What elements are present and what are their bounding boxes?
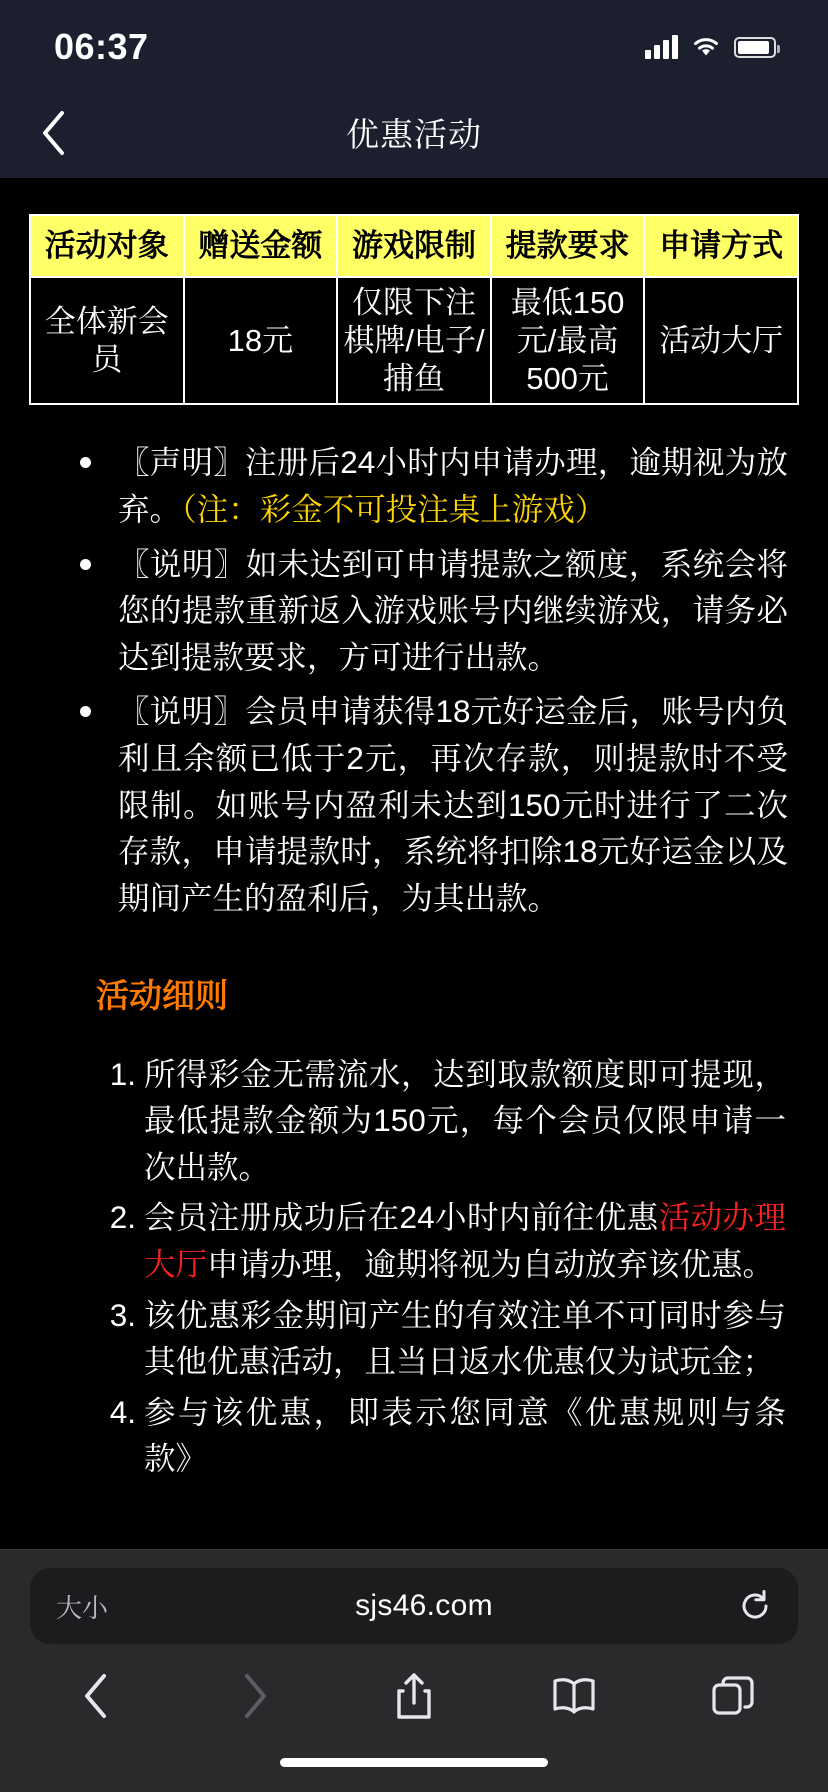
rule-text: 该优惠彩金期间产生的有效注单不可同时参与其他优惠活动，且当日返水优惠仅为试玩金；: [144, 1296, 786, 1380]
cellular-signal-icon: [645, 35, 678, 59]
browser-bottom-bar: [0, 1549, 828, 1792]
wifi-icon: [691, 36, 721, 58]
list-item: [96, 1194, 786, 1287]
notes-list: [66, 439, 788, 921]
table-cell-withdraw: 最低150元/最高500元: [491, 277, 645, 404]
rule-text: 所得彩金无需流水，达到取款额度即可提现，最低提款金额为150元，每个会员仅限申请一次出款。: [144, 1055, 786, 1185]
table-cell-target: 全体新会员: [30, 277, 184, 404]
text-size-button[interactable]: 大小: [56, 1592, 109, 1623]
home-indicator: [0, 1748, 828, 1792]
page-title: 优惠活动: [346, 116, 482, 153]
table-cell-game-limit: 仅限下注棋牌/电子/捕鱼: [337, 277, 491, 404]
page-navbar: [0, 88, 828, 178]
browser-back-button[interactable]: [54, 1655, 136, 1737]
list-item: [66, 541, 788, 681]
table-header-cell: 提款要求: [491, 215, 645, 277]
table-cell-bonus: 18元: [184, 277, 338, 404]
promotion-table: [29, 214, 799, 405]
note-text: 〖声明〗注册后24小时内申请办理，逾期视为放弃。: [118, 444, 788, 528]
table-row: [30, 277, 798, 404]
share-icon[interactable]: [373, 1655, 455, 1737]
note-text: 〖说明〗如未达到可申请提款之额度，系统会将您的提款重新返入游戏账号内继续游戏，请务必达到提款要求，方可进行出款。: [118, 545, 788, 675]
table-header-cell: 游戏限制: [337, 215, 491, 277]
browser-forward-button[interactable]: [214, 1655, 296, 1737]
list-item: [96, 1389, 786, 1482]
table-header-row: [30, 215, 798, 277]
status-bar: [0, 0, 828, 88]
rule-link[interactable]: 活动办理大厅: [144, 1199, 786, 1282]
reload-icon[interactable]: [702, 1589, 772, 1623]
table-header-cell: 赠送金额: [184, 215, 338, 277]
section-heading: 活动细则: [96, 976, 228, 1014]
page-content: [0, 178, 828, 1549]
list-item: [96, 1051, 786, 1191]
list-item: [66, 688, 788, 921]
bookmarks-icon[interactable]: [533, 1655, 615, 1737]
table-header-cell: 申请方式: [644, 215, 798, 277]
rule-text: 会员注册成功后在24小时内前往优惠: [144, 1199, 659, 1236]
battery-icon: [734, 37, 776, 58]
note-text: 〖说明〗会员申请获得18元好运金后，账号内负利且余额已低于2元，再次存款，则提款时不受限制。如账号内盈利未达到150元时进行了二次存款，申请提款时，系统将扣除18元好运金以及期间产生的盈利后，为其出款。: [118, 693, 788, 916]
tabs-icon[interactable]: [692, 1655, 774, 1737]
browser-toolbar: [0, 1644, 828, 1748]
url-text[interactable]: sjs46.com: [355, 1589, 493, 1622]
rules-list: [96, 1051, 786, 1482]
note-highlight: （注：彩金不可投注桌上游戏）: [181, 491, 607, 528]
table-header-cell: 活动对象: [30, 215, 184, 277]
status-indicators: [645, 29, 776, 59]
rule-text-tail: 申请办理，逾期将视为自动放弃该优惠。: [207, 1245, 775, 1282]
list-item: [66, 439, 788, 532]
status-time: 06:37: [54, 26, 149, 67]
rule-text: 参与该优惠，即表示您同意《优惠规则与条款》: [144, 1393, 786, 1477]
table-cell-apply-method[interactable]: 活动大厅: [644, 277, 798, 404]
address-bar[interactable]: [30, 1568, 798, 1644]
list-item: [96, 1292, 786, 1385]
back-button[interactable]: [8, 88, 98, 178]
